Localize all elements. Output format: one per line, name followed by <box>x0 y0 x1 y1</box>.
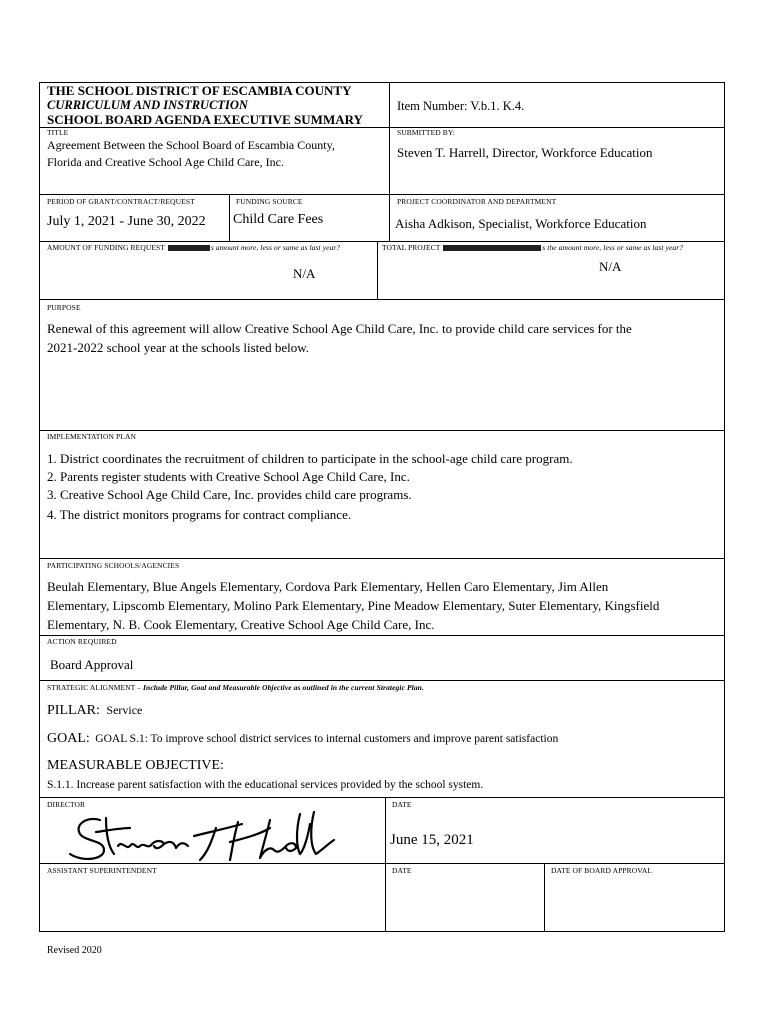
pillar-row <box>47 701 142 720</box>
strategic-label: STRATEGIC ALIGNMENT – <box>47 683 142 692</box>
director-date-value: June 15, 2021 <box>390 832 474 848</box>
goal-row <box>47 729 558 749</box>
total-value: N/A <box>599 259 622 274</box>
pillar-value: Service <box>106 703 143 717</box>
title-label: TITLE <box>47 128 69 137</box>
implementation-label: IMPLEMENTATION PLAN <box>47 432 137 441</box>
amount-suffix: s amount more, less or same as last year? <box>210 243 341 252</box>
period-value: July 1, 2021 - June 30, 2022 <box>47 214 206 229</box>
director-signature <box>60 806 350 868</box>
total-suffix: s the amount more, less or same as last year? <box>542 243 684 252</box>
title-line-1: Agreement Between the School Board of Escambia County, <box>47 138 335 152</box>
date-label-2: DATE <box>392 866 412 875</box>
total-label: TOTAL PROJECT <box>382 243 441 252</box>
action-label: ACTION REQUIRED <box>47 637 117 646</box>
schools-line-3: Elementary, N. B. Cook Elementary, Creative School Age Child Care, Inc. <box>47 617 435 632</box>
funding-source-value: Child Care Fees <box>233 212 324 227</box>
funding-source-label: FUNDING SOURCE <box>236 197 303 206</box>
implementation-step: 2. Parents register students with Creative School Age Child Care, Inc. <box>47 469 410 484</box>
board-approval-date-label: DATE OF BOARD APPROVAL <box>551 866 653 875</box>
amount-label-row <box>47 243 340 252</box>
total-label-row <box>382 243 683 252</box>
redacted-mark <box>168 245 210 251</box>
implementation-step: 1. District coordinates the recruitment of children to participate in the school-age child care program. <box>47 451 573 466</box>
department-name: CURRICULUM AND INSTRUCTION <box>47 98 248 112</box>
director-label: DIRECTOR <box>47 800 86 809</box>
district-name: THE SCHOOL DISTRICT OF ESCAMBIA COUNTY <box>47 83 352 98</box>
asst-superintendent-label: ASSISTANT SUPERINTENDENT <box>47 866 157 875</box>
amount-label: AMOUNT OF FUNDING REQUEST <box>47 243 165 252</box>
schools-line-1: Beulah Elementary, Blue Angels Elementary, Cordova Park Elementary, Hellen Caro Elementary, Jim Allen <box>47 579 609 594</box>
action-value: Board Approval <box>50 657 134 672</box>
goal-value: GOAL S.1: To improve school district services to internal customers and improve parent satisfaction <box>95 733 559 745</box>
purpose-line-2: 2021-2022 school year at the schools listed below. <box>47 340 309 355</box>
implementation-step: 3. Creative School Age Child Care, Inc. provides child care programs. <box>47 487 412 502</box>
schools-label: PARTICIPATING SCHOOLS/AGENCIES <box>47 561 180 570</box>
item-number: Item Number: V.b.1. K.4. <box>397 99 525 113</box>
amount-value: N/A <box>293 266 316 281</box>
coordinator-label: PROJECT COORDINATOR AND DEPARTMENT <box>397 197 557 206</box>
period-label: PERIOD OF GRANT/CONTRACT/REQUEST <box>47 197 195 206</box>
form-title: SCHOOL BOARD AGENDA EXECUTIVE SUMMARY <box>47 112 363 127</box>
objective-value: S.1.1. Increase parent satisfaction with the educational services provided by the school system. <box>47 779 484 791</box>
objective-label: MEASURABLE OBJECTIVE: <box>47 758 224 773</box>
implementation-step: 4. The district monitors programs for contract compliance. <box>47 507 352 522</box>
date-label: DATE <box>392 800 412 809</box>
pillar-label: PILLAR: <box>47 703 100 718</box>
submitted-by-label: SUBMITTED BY: <box>397 128 455 137</box>
coordinator-value: Aisha Adkison, Specialist, Workforce Education <box>395 216 647 231</box>
purpose-line-1: Renewal of this agreement will allow Creative School Age Child Care, Inc. to provide child care services for the <box>47 321 632 336</box>
submitted-by-value: Steven T. Harrell, Director, Workforce Education <box>397 145 653 160</box>
schools-line-2: Elementary, Lipscomb Elementary, Molino Park Elementary, Pine Meadow Elementary, Suter Elementary, Kingsfield <box>47 598 660 613</box>
redacted-mark <box>443 245 541 251</box>
strategic-note: Include Pillar, Goal and Measurable Objective as outlined in the current Strategic Plan. <box>143 683 424 692</box>
goal-label: GOAL: <box>47 731 90 746</box>
strategic-label-row <box>47 683 424 692</box>
purpose-label: PURPOSE <box>47 303 81 312</box>
title-line-2: Florida and Creative School Age Child Care, Inc. <box>47 155 284 169</box>
revised-note: Revised 2020 <box>47 945 102 956</box>
